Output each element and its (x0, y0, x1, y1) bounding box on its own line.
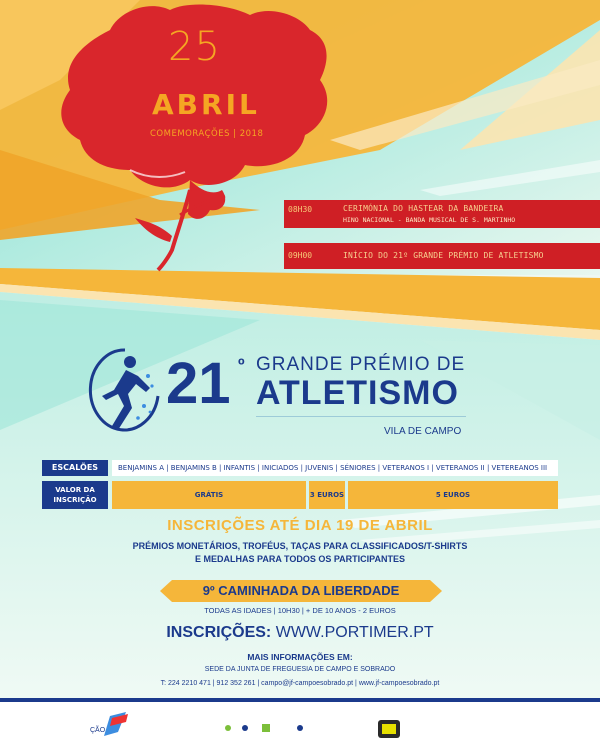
date-subtitle: COMEMORAÇÕES | 2018 (150, 129, 264, 139)
valor-gratis: GRÁTIS (112, 481, 306, 509)
schedule-item-2 (284, 243, 600, 269)
inscricoes-web-label: INSCRIÇÕES: (166, 624, 272, 641)
info-sede: SEDE DA JUNTA DE FREGUESIA DE CAMPO E SOBRADO (204, 666, 396, 673)
sponsor-logo-1 (104, 712, 128, 736)
event-number: 21 (166, 351, 231, 416)
premios-line2: E MEDALHAS PARA TODOS OS PARTICIPANTES (194, 554, 405, 564)
sponsor-logo-5 (297, 725, 303, 731)
sponsor-logo-3 (242, 725, 248, 731)
schedule-time: 09H00 (288, 251, 313, 260)
svg-text:ÇÃO: ÇÃO (90, 727, 106, 734)
runner-logo (88, 346, 162, 440)
valor-3-euros: 3 EUROS (309, 481, 345, 509)
sponsor-logo-4 (262, 724, 270, 732)
inscricoes-deadline: INSCRIÇÕES ATÉ DIA 19 DE ABRIL (167, 517, 433, 534)
sponsor-logos (0, 702, 600, 738)
escaloes-categories: BENJAMINS A | BENJAMINS B | INFANTIS | INICIADOS | JUVENIS | SÉNIORES | VETERANOS I | VETERANOS II | VETEREANOS III (112, 460, 558, 476)
sponsor-logo-6 (378, 720, 400, 738)
schedule-title: CERIMÓNIA DO HASTEAR DA BANDEIRA (343, 204, 504, 213)
caminhada-title: 9º CAMINHADA DA LIBERDADE (202, 583, 400, 598)
valor-label (42, 481, 108, 509)
info-contacts: T: 224 2210 471 | 912 352 261 | campo@jf-campoesobrado.pt | www.jf-campoesobrado.pt (160, 680, 440, 687)
event-ordinal: º (238, 355, 245, 375)
info-title: MAIS INFORMAÇÕES EM: (247, 652, 353, 662)
caminhada-details: TODAS AS IDADES | 10H30 | + DE 10 ANOS - 2 EUROS (204, 606, 396, 615)
valor-label-line2: INSCRIÇÃO (53, 496, 97, 504)
valor-5-euros: 5 EUROS (348, 481, 558, 509)
title-divider (256, 416, 466, 417)
schedule-item-1 (284, 200, 600, 228)
sponsor-logo-7 (90, 725, 106, 734)
event-title-line1: GRANDE PRÉMIO DE (256, 354, 466, 375)
valor-label-line1: VALOR DA (55, 486, 95, 494)
date-month: ABRIL (152, 88, 260, 121)
inscricoes-web (0, 624, 600, 642)
schedule-time: 08H30 (288, 205, 313, 214)
premios-line1: PRÉMIOS MONETÁRIOS, TROFÉUS, TAÇAS PARA CLASSIFICADOS/T-SHIRTS (132, 541, 468, 551)
date-day: 25 (168, 24, 221, 70)
event-location: VILA DE CAMPO (384, 426, 462, 437)
schedule-title: INÍCIO DO 21º GRANDE PRÉMIO DE ATLETISMO (343, 251, 544, 260)
sponsor-logo-2 (225, 725, 231, 731)
escaloes-label: ESCALÕES (42, 460, 108, 476)
event-title-line2: ATLETISMO (256, 374, 459, 412)
inscricoes-web-url[interactable]: WWW.PORTIMER.PT (275, 624, 434, 641)
schedule-subtitle: HINO NACIONAL - BANDA MUSICAL DE S. MARTINHO (343, 216, 516, 224)
